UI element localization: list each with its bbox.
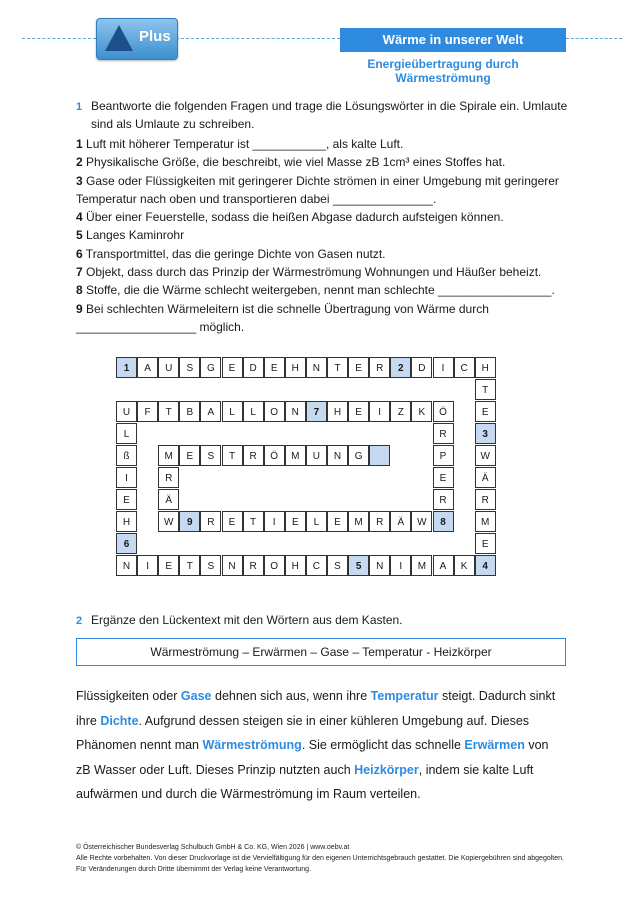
question-item: [76, 226, 566, 244]
triangle-icon: [105, 25, 133, 51]
crossword-cell[interactable]: U: [116, 401, 137, 422]
crossword-number-cell[interactable]: 3: [475, 423, 496, 444]
text-segment: Flüssigkeiten oder: [76, 689, 181, 703]
crossword-cell[interactable]: T: [475, 379, 496, 400]
crossword-cell[interactable]: C: [454, 357, 475, 378]
question-item: [76, 281, 566, 299]
crossword-cell[interactable]: L: [306, 511, 327, 532]
word-box: Wärmeströmung – Erwärmen – Gase – Temperatur - Heizkörper: [76, 638, 566, 666]
filled-answer: Temperatur: [370, 689, 439, 703]
crossword-number-cell[interactable]: 6: [116, 533, 137, 554]
footer-copyright: © Österreichischer Bundesverlag Schulbuch GmbH & Co. KG, Wien 2026 | www.oebv.at: [76, 844, 350, 851]
crossword-number-cell[interactable]: 2: [390, 357, 411, 378]
question-text: Objekt, dass durch das Prinzip der Wärmeströmung Wohnungen und Häußer beheizt.: [82, 265, 542, 280]
crossword-cell[interactable]: A: [433, 555, 454, 576]
crossword-cell[interactable]: H: [475, 357, 496, 378]
crossword-cell[interactable]: T: [179, 555, 200, 576]
crossword-cell[interactable]: I: [116, 467, 137, 488]
crossword-cell[interactable]: E: [264, 357, 285, 378]
crossword-cell[interactable]: U: [306, 445, 327, 466]
crossword-cell[interactable]: P: [433, 445, 454, 466]
crossword-cell[interactable]: G: [200, 357, 221, 378]
crossword-cell[interactable]: B: [179, 401, 200, 422]
crossword-number-cell[interactable]: 7: [306, 401, 327, 422]
crossword-cell[interactable]: K: [411, 401, 432, 422]
crossword-cell[interactable]: Ä: [475, 467, 496, 488]
crossword-cell[interactable]: R: [369, 511, 390, 532]
question-item: [76, 245, 566, 263]
task2-number: 2: [76, 615, 83, 627]
crossword-cell[interactable]: M: [158, 445, 179, 466]
question-number: 7: [76, 265, 83, 280]
crossword-cell[interactable]: E: [433, 467, 454, 488]
task1-instruction: Beantworte die folgenden Fragen und trage die Lösungswörter in die Spirale ein. Umlaute sind als Umlaute zu schreiben.: [91, 99, 568, 131]
crossword-cell[interactable]: E: [158, 555, 179, 576]
crossword-cell[interactable]: O: [264, 555, 285, 576]
crossword-number-cell[interactable]: 9: [179, 511, 200, 532]
question-number: 6: [76, 246, 83, 261]
crossword-cell[interactable]: G: [348, 445, 369, 466]
crossword-cell[interactable]: ß: [116, 445, 137, 466]
crossword-cell[interactable]: M: [285, 445, 306, 466]
subtopic-title: Energieübertragung durch Wärmeströmung: [367, 57, 519, 85]
question-text: Luft mit höherer Temperatur ist ___________, als kalte Luft.: [82, 137, 404, 151]
crossword-cell[interactable]: R: [243, 555, 264, 576]
question-text: Über einer Feuerstelle, sodass die heißen Abgase dadurch aufsteigen können.: [82, 210, 504, 225]
crossword-cell[interactable]: I: [390, 555, 411, 576]
question-number: 5: [76, 228, 83, 243]
crossword-cell[interactable]: R: [200, 511, 221, 532]
question-item: [76, 263, 566, 281]
header-dash-mid: [176, 38, 340, 39]
crossword-cell[interactable]: S: [200, 555, 221, 576]
crossword-cell[interactable]: E: [348, 401, 369, 422]
crossword-cell[interactable]: E: [179, 445, 200, 466]
crossword-cell[interactable]: E: [285, 511, 306, 532]
task2-instruction: Ergänze den Lückentext mit den Wörtern aus dem Kasten.: [91, 613, 403, 627]
crossword-cell[interactable]: N: [285, 401, 306, 422]
crossword-cell[interactable]: W: [475, 445, 496, 466]
crossword-cell[interactable]: H: [285, 357, 306, 378]
crossword-cell[interactable]: R: [243, 445, 264, 466]
filled-answer: Erwärmen: [464, 738, 525, 752]
filled-answer: Wärmeströmung: [202, 738, 302, 752]
crossword-number-cell[interactable]: 1: [116, 357, 137, 378]
crossword-cell[interactable]: T: [243, 511, 264, 532]
crossword-cell[interactable]: K: [454, 555, 475, 576]
crossword-cell[interactable]: E: [327, 511, 348, 532]
crossword-cell[interactable]: L: [243, 401, 264, 422]
crossword-number-cell[interactable]: 8: [433, 511, 454, 532]
crossword-number-cell[interactable]: 5: [348, 555, 369, 576]
crossword-cell[interactable]: Ö: [264, 445, 285, 466]
footer: [76, 842, 576, 875]
crossword-cell[interactable]: L: [116, 423, 137, 444]
question-number: 4: [76, 210, 83, 225]
crossword-cell[interactable]: R: [433, 489, 454, 510]
crossword-cell[interactable]: E: [475, 401, 496, 422]
question-text: Gase oder Flüssigkeiten mit geringerer Dichte strömen in einer Umgebung mit geringerer Temperatur nach oben und transportieren dabei _______________.: [76, 173, 559, 206]
question-item: [76, 208, 566, 226]
text-segment: . Sie ermöglicht das schnelle: [301, 738, 465, 752]
header-dash-left: [22, 38, 96, 39]
crossword-cell[interactable]: I: [137, 555, 158, 576]
logo-text: Plus: [139, 28, 171, 45]
question-item: [76, 153, 566, 171]
crossword-cell[interactable]: N: [222, 555, 243, 576]
task1-number: 1: [76, 101, 83, 113]
crossword-cell[interactable]: T: [327, 357, 348, 378]
crossword-cell[interactable]: E: [348, 357, 369, 378]
crossword-cell[interactable]: O: [264, 401, 285, 422]
crossword-cell[interactable]: R: [158, 467, 179, 488]
crossword-cell[interactable]: C: [306, 555, 327, 576]
footer-disclaimer: Für Veränderungen durch Dritte übernimmt der Verlag keine Verantwortung.: [76, 866, 312, 873]
crossword-cell[interactable]: Ö: [433, 401, 454, 422]
filled-answer: Gase: [180, 689, 212, 703]
question-list: [76, 135, 566, 336]
crossword-number-cell[interactable]: 4: [475, 555, 496, 576]
question-number: 2: [76, 155, 83, 170]
crossword-cell[interactable]: Ä: [390, 511, 411, 532]
crossword-cell[interactable]: E: [116, 489, 137, 510]
crossword-cell[interactable]: S: [327, 555, 348, 576]
text-segment: von zB Wasser oder Luft. Dieses Prinzip nutzten auch: [76, 738, 549, 777]
question-number: 3: [76, 173, 83, 188]
text-segment: , indem sie kalte Luft aufwärmen und durch die Wärmeströmung im Raum verteilen.: [76, 762, 534, 801]
filled-answer: Heizkörper: [354, 762, 419, 777]
crossword-cell[interactable]: W: [158, 511, 179, 532]
crossword-cell[interactable]: F: [137, 401, 158, 422]
crossword-cell[interactable]: R: [369, 357, 390, 378]
crossword-cell[interactable]: E: [222, 511, 243, 532]
question-item: [76, 135, 566, 153]
crossword-cell[interactable]: I: [264, 511, 285, 532]
crossword-cell[interactable]: [369, 445, 390, 466]
crossword-cell[interactable]: H: [327, 401, 348, 422]
publisher-logo: [96, 18, 178, 60]
crossword-cell[interactable]: S: [200, 445, 221, 466]
filled-answer: Dichte: [100, 713, 139, 728]
crossword-cell[interactable]: N: [369, 555, 390, 576]
question-text: Transportmittel, das die geringe Dichte von Gasen nutzt.: [82, 246, 386, 261]
crossword-spiral: [116, 357, 496, 577]
crossword-cell[interactable]: H: [116, 511, 137, 532]
question-number: 8: [76, 283, 83, 298]
crossword-cell[interactable]: M: [348, 511, 369, 532]
crossword-cell[interactable]: L: [222, 401, 243, 422]
crossword-cell[interactable]: R: [433, 423, 454, 444]
crossword-cell[interactable]: D: [243, 357, 264, 378]
topic-banner: Wärme in unserer Welt: [340, 28, 566, 52]
crossword-cell[interactable]: D: [411, 357, 432, 378]
crossword-cell[interactable]: E: [475, 533, 496, 554]
crossword-cell[interactable]: M: [475, 511, 496, 532]
crossword-cell[interactable]: I: [433, 357, 454, 378]
crossword-cell[interactable]: U: [158, 357, 179, 378]
question-text: Bei schlechten Wärmeleitern ist die schnelle Übertragung von Wärme durch __________________ möglich.: [76, 301, 489, 334]
question-item: [76, 172, 566, 209]
crossword-cell[interactable]: Z: [390, 401, 411, 422]
question-text: Stoffe, die die Wärme schlecht weitergeben, nennt man schlechte _________________.: [82, 283, 555, 298]
question-number: 1: [76, 137, 83, 151]
footer-rights: Alle Rechte vorbehalten. Von dieser Druckvorlage ist die Vervielfältigung für den eigenen Unterrichtsgebrauch gestattet. Die Kopiergebühren sind abgegolten.: [76, 855, 564, 862]
question-text: Physikalische Größe, die beschreibt, wie viel Masse zB 1cm³ eines Stoffes hat.: [82, 155, 506, 170]
crossword-cell[interactable]: W: [411, 511, 432, 532]
text-segment: steigt. Dadurch sinkt ihre: [76, 689, 556, 728]
crossword-cell[interactable]: A: [137, 357, 158, 378]
cloze-text: [76, 684, 566, 807]
text-segment: dehnen sich aus, wenn ihre: [211, 689, 371, 703]
crossword-cell[interactable]: R: [475, 489, 496, 510]
crossword-cell[interactable]: N: [306, 357, 327, 378]
crossword-cell[interactable]: T: [222, 445, 243, 466]
crossword-cell[interactable]: I: [369, 401, 390, 422]
question-number: 9: [76, 301, 83, 316]
text-segment: . Aufgrund dessen steigen sie in einer kühleren Umgebung auf. Dieses Phänomen nennt man: [76, 713, 530, 752]
crossword-cell[interactable]: M: [411, 555, 432, 576]
crossword-cell[interactable]: T: [158, 401, 179, 422]
crossword-cell[interactable]: E: [222, 357, 243, 378]
crossword-cell[interactable]: S: [179, 357, 200, 378]
crossword-cell[interactable]: Ä: [158, 489, 179, 510]
question-text: Langes Kaminrohr: [82, 228, 185, 243]
crossword-cell[interactable]: N: [116, 555, 137, 576]
header-dash-right: [566, 38, 622, 39]
crossword-cell[interactable]: A: [200, 401, 221, 422]
crossword-cell[interactable]: H: [285, 555, 306, 576]
crossword-cell[interactable]: N: [327, 445, 348, 466]
question-item: [76, 300, 566, 337]
